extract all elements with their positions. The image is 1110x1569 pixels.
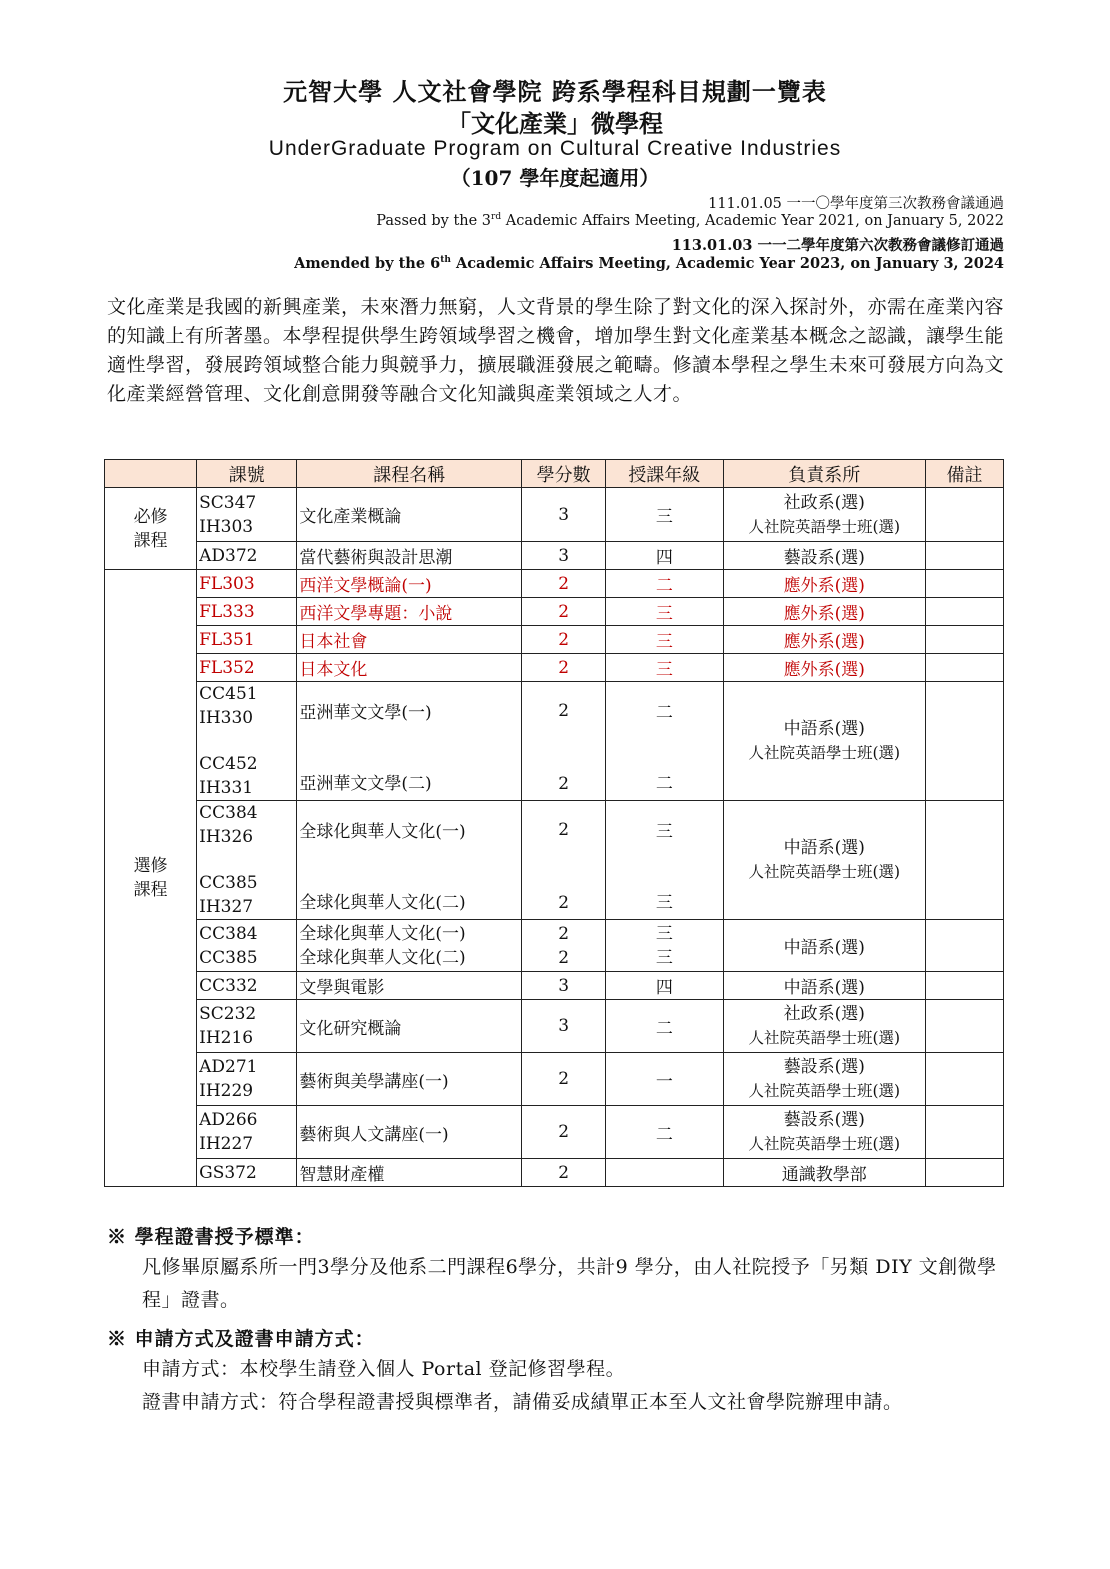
elective-category: 選修 課程 xyxy=(105,570,197,1187)
certificate-text: 凡修畢原屬系所一門3學分及他系二門課程6學分，共計9 學分，由人社院授予「另類 DIY 文創微學程」證書。 xyxy=(142,1256,997,1311)
course-name: 全球化與華人文化(二) xyxy=(297,859,522,920)
course-year: 二 xyxy=(606,740,723,801)
course-credits: 2 2 xyxy=(522,920,606,972)
course-name: 西洋文學專題：小說 xyxy=(297,598,522,626)
course-dept: 應外系(選) xyxy=(723,626,925,654)
course-year: 二 xyxy=(606,1000,723,1053)
table-row xyxy=(105,1159,1004,1187)
course-year: 三 xyxy=(606,488,723,542)
english-title: UnderGraduate Program on Cultural Creative Industries xyxy=(268,137,842,160)
application-method: 申請方式：本校學生請登入個人 Portal 登記修習學程。 xyxy=(142,1358,626,1380)
course-dept: 應外系(選) xyxy=(723,654,925,682)
course-code: GS372 xyxy=(197,1159,297,1187)
table-row xyxy=(105,972,1004,1000)
course-code: FL303 xyxy=(197,570,297,598)
course-year: 二 xyxy=(606,682,723,740)
course-dept: 藝設系(選) xyxy=(723,542,925,570)
table-row xyxy=(105,488,1004,542)
course-code: FL351 xyxy=(197,626,297,654)
course-credits: 3 xyxy=(522,488,606,542)
course-year xyxy=(606,1159,723,1187)
course-dept: 通識教學部 xyxy=(723,1159,925,1187)
course-year: 三 xyxy=(606,598,723,626)
course-code: FL333 xyxy=(197,598,297,626)
course-dept: 藝設系(選) 人社院英語學士班(選) xyxy=(723,1106,925,1159)
table-row xyxy=(105,570,1004,598)
course-dept: 中語系(選) xyxy=(723,920,925,972)
course-name: 全球化與華人文化(一) 全球化與華人文化(二) xyxy=(297,920,522,972)
course-credits: 2 xyxy=(522,1053,606,1106)
table-row xyxy=(105,682,1004,740)
course-dept: 應外系(選) xyxy=(723,598,925,626)
table-row xyxy=(105,542,1004,570)
document-title: 元智大學 人文社會學院 跨系學程科目規劃一覽表 xyxy=(283,77,827,106)
course-year: 四 xyxy=(606,542,723,570)
course-credits: 2 xyxy=(522,801,606,859)
table-row xyxy=(105,1000,1004,1053)
course-code: CC384 CC385 xyxy=(197,920,297,972)
table-row xyxy=(105,801,1004,859)
course-remark xyxy=(926,1053,1004,1106)
course-code: CC452 IH331 xyxy=(197,740,297,801)
header-course-name: 課程名稱 xyxy=(297,460,522,488)
course-year: 四 xyxy=(606,972,723,1000)
course-dept: 中語系(選) xyxy=(723,972,925,1000)
course-credits: 3 xyxy=(522,542,606,570)
course-name: 文化研究概論 xyxy=(297,1000,522,1053)
course-code: CC332 xyxy=(197,972,297,1000)
course-dept: 應外系(選) xyxy=(723,570,925,598)
course-name: 亞洲華文文學(二) xyxy=(297,740,522,801)
course-name: 智慧財產權 xyxy=(297,1159,522,1187)
header-remarks: 備註 xyxy=(926,460,1004,488)
applicable-year: （107 學年度起適用） xyxy=(450,166,660,190)
course-dept: 中語系(選) 人社院英語學士班(選) xyxy=(723,801,925,920)
application-section xyxy=(107,1324,1004,1419)
course-code: AD271 IH229 xyxy=(197,1053,297,1106)
course-remark xyxy=(926,542,1004,570)
course-remark xyxy=(926,488,1004,542)
course-remark xyxy=(926,920,1004,972)
course-code: SC347 IH303 xyxy=(197,488,297,542)
course-year: 一 xyxy=(606,1053,723,1106)
course-remark xyxy=(926,1106,1004,1159)
course-credits: 2 xyxy=(522,1106,606,1159)
course-credits: 2 xyxy=(522,1159,606,1187)
course-year: 二 xyxy=(606,570,723,598)
course-remark xyxy=(926,1159,1004,1187)
course-name: 日本社會 xyxy=(297,626,522,654)
table-row xyxy=(105,920,1004,972)
course-credits: 2 xyxy=(522,654,606,682)
course-name: 當代藝術與設計思潮 xyxy=(297,542,522,570)
course-year: 三 xyxy=(606,801,723,859)
course-name: 文化產業概論 xyxy=(297,488,522,542)
course-dept: 藝設系(選) 人社院英語學士班(選) xyxy=(723,1053,925,1106)
course-dept: 社政系(選) 人社院英語學士班(選) xyxy=(723,488,925,542)
course-remark xyxy=(926,570,1004,598)
table-header-row xyxy=(105,460,1004,488)
course-remark xyxy=(926,654,1004,682)
course-remark xyxy=(926,598,1004,626)
course-credits: 2 xyxy=(522,740,606,801)
course-credits: 2 xyxy=(522,598,606,626)
table-row xyxy=(105,1106,1004,1159)
passed-note-zh: 111.01.05 一一〇學年度第三次教務會議通過 xyxy=(708,196,1004,212)
course-year: 三 xyxy=(606,654,723,682)
course-year: 二 xyxy=(606,1106,723,1159)
course-remark xyxy=(926,972,1004,1000)
table-row xyxy=(105,654,1004,682)
program-name: 「文化產業」微學程 xyxy=(447,109,663,138)
course-credits: 2 xyxy=(522,859,606,920)
intro-paragraph: 文化產業是我國的新興產業，未來潛力無窮，人文背景的學生除了對文化的深入探討外，亦需在產業內容的知識上有所著墨。本學程提供學生跨領域學習之機會，增加學生對文化產業基本概念之認識，讓學生能適性學習，發展跨領域整合能力與競爭力，擴展職涯發展之範疇。修讀本學程之學生未來可發展方向為文化產業經營管理、文化創意開發等融合文化知識與產業領域之人才。 xyxy=(107,296,1005,405)
course-remark xyxy=(926,1000,1004,1053)
course-year: 三 三 xyxy=(606,920,723,972)
course-remark xyxy=(926,801,1004,920)
course-dept: 社政系(選) 人社院英語學士班(選) xyxy=(723,1000,925,1053)
table-row xyxy=(105,1053,1004,1106)
course-credits: 2 xyxy=(522,682,606,740)
course-name: 藝術與人文講座(一) xyxy=(297,1106,522,1159)
course-code: AD372 xyxy=(197,542,297,570)
course-code: CC451 IH330 xyxy=(197,682,297,740)
course-dept: 中語系(選) 人社院英語學士班(選) xyxy=(723,682,925,801)
header-year: 授課年級 xyxy=(606,460,723,488)
required-category: 必修 課程 xyxy=(105,488,197,570)
course-year: 三 xyxy=(606,859,723,920)
course-code: CC384 IH326 xyxy=(197,801,297,859)
course-code: AD266 IH227 xyxy=(197,1106,297,1159)
table-row xyxy=(105,598,1004,626)
course-code: FL352 xyxy=(197,654,297,682)
course-table xyxy=(104,459,1004,1187)
certificate-section xyxy=(107,1222,1004,1317)
header-code: 課號 xyxy=(197,460,297,488)
course-remark xyxy=(926,626,1004,654)
course-name: 文學與電影 xyxy=(297,972,522,1000)
certificate-application-method: 證書申請方式：符合學程證書授與標準者，請備妥成績單正本至人文社會學院辦理申請。 xyxy=(142,1391,903,1413)
header-category xyxy=(105,460,197,488)
course-code: CC385 IH327 xyxy=(197,859,297,920)
course-name: 日本文化 xyxy=(297,654,522,682)
course-year: 三 xyxy=(606,626,723,654)
passed-note-en: Passed by the 3rd Academic Affairs Meeting, Academic Year 2021, on January 5, 2022 xyxy=(376,212,1004,229)
course-name: 藝術與美學講座(一) xyxy=(297,1053,522,1106)
course-credits: 2 xyxy=(522,570,606,598)
course-name: 全球化與華人文化(一) xyxy=(297,801,522,859)
course-remark xyxy=(926,682,1004,801)
course-credits: 2 xyxy=(522,626,606,654)
header-department: 負責系所 xyxy=(723,460,925,488)
amended-note-zh: 113.01.03 一一二學年度第六次教務會議修訂通過 xyxy=(671,237,1004,254)
course-name: 亞洲華文文學(一) xyxy=(297,682,522,740)
course-credits: 3 xyxy=(522,972,606,1000)
amended-note-en: Amended by the 6th Academic Affairs Meeting, Academic Year 2023, on January 3, 2024 xyxy=(294,255,1004,272)
header-credits: 學分數 xyxy=(522,460,606,488)
certificate-heading: ※ 學程證書授予標準： xyxy=(107,1226,315,1248)
course-credits: 3 xyxy=(522,1000,606,1053)
course-code: SC232 IH216 xyxy=(197,1000,297,1053)
course-name: 西洋文學概論(一) xyxy=(297,570,522,598)
application-heading: ※ 申請方式及證書申請方式： xyxy=(107,1328,375,1350)
table-row xyxy=(105,626,1004,654)
